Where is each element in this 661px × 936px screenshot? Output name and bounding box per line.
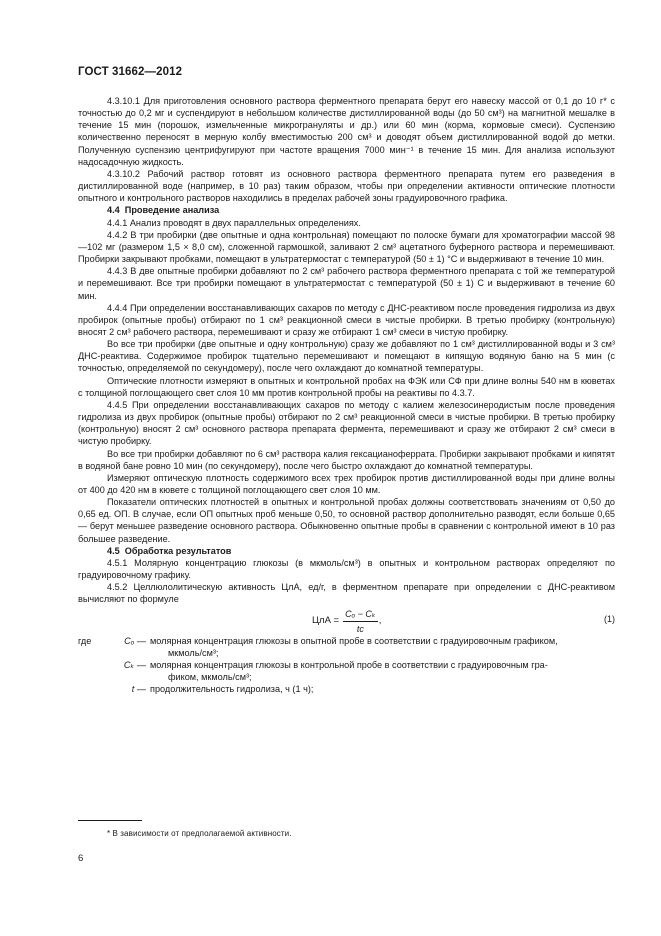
definition-text (150, 635, 615, 659)
definitions-list (78, 635, 615, 696)
definition-item (78, 659, 615, 683)
paragraph-4-5-1: 4.5.1 Молярную концентрацию глюкозы (в мкмоль/см³) в опытных и контрольном растворах определяют по градуировочному графику. (78, 557, 615, 581)
paragraph-4-4-5-cont-1: Во все три пробирки добавляют по 6 см³ раствора калия гексацианоферрата. Пробирки закрывают пробками и кипятят в водяной бане ровно 10 мин (по секундомеру), после чего быстро охлаждают до комнатной температуры. (78, 448, 615, 471)
paragraph-4-4-4-cont-1: Во все три пробирки (две опытные и одну контрольную) сразу же добавляют по 1 см³ дистиллированной воды и 3 см³ ДНС-реактива. Содержимое пробирок тщательно перемешивают и помещают в кипящую водяную баню на 5 мин (с точностью, определяемой по секундомеру), после чего охлаждают до комнатной температуры. (78, 339, 615, 374)
definition-line-cont: мкмоль/см³; (168, 647, 219, 658)
footnote: * В зависимости от предполагаемой активности. (107, 829, 292, 838)
paragraph-4-3-10-2: 4.3.10.2 Рабочий раствор готовят из основного раствора ферментного препарата путем его разведения в дистиллированной воде (например, в 10 раз) таким образом, чтобы при определении активности оптические плотности опытного и контрольного растворов находились в пределах рабочей зоны градуировочного графика. (78, 168, 615, 204)
definition-line: молярная концентрация глюкозы в контрольной пробе в соответствии с градуировочным гра- (150, 659, 548, 670)
paragraph-4-3-10-1: 4.3.10.1 Для приготовления основного раствора ферментного препарата берут его навеску массой от 0,1 до 10 г* с точностью до 0,2 мг и суспендируют в небольшом количестве дистиллированной воды (до 50 см³) на магнитной мешалке в течение 15 мин (порошок, измельченные микрогрануляты и др.) или 60 мин (корма, кормовые смеси). Суспензию количественно переносят в мерную колбу вместимостью 200 см³ и доводят объем дистиллированной водой до метки. Полученную суспензию центрифугируют при частоте вращения 7000 мин⁻¹ в течение 15 мин. Для анализа используют надосадочную жидкость. (78, 96, 615, 167)
section-title: Проведение анализа (124, 205, 220, 216)
paragraph-4-4-4: 4.4.4 При определении восстанавливающих сахаров по методу с ДНС-реактивом после проведения гидролиза из двух пробирок (опытные пробы) отбирают по 1 см³ реакционной смеси в чистые пробирки. В третью пробирку (контрольную) вносят 2 см³ рабочего раствора, перемешивают и сразу же отбирают 1 см³ смеси в чистую пробирку. (78, 302, 615, 337)
definition-prefix: где (78, 635, 92, 646)
formula-numerator: Cₒ − Cₖ (343, 608, 378, 622)
definition-line: молярная концентрация глюкозы в опытной пробе в соответствии с градуировочным графиком, (150, 635, 558, 646)
section-number: 4.5 (107, 545, 120, 556)
definition-symbol: t — (131, 684, 146, 695)
definition-text (150, 659, 615, 683)
definition-term (78, 659, 150, 671)
paragraph-4-4-5: 4.4.5 При определении восстанавливающих сахаров по методу с калием железосинеродистым после проведения гидролиза из двух пробирок (опытные пробы) отбирают по 2 см³ реакционной смеси в чистые пробирки. В третью пробирку (контрольную) вносят 2 см³ основного раствора препарата фермента, перемешивают и сразу же отбирают 2 см³ смеси в чистую пробирку. (78, 399, 615, 447)
formula-lhs: ЦлА = (312, 615, 340, 627)
paragraph-4-5-2: 4.5.2 Целлюлолитическую активность ЦлА, ед/г, в ферментном препарате при определении с ДНС-реактивом вычисляют по формуле (78, 582, 615, 605)
formula-number: (1) (604, 613, 615, 624)
footnote-separator (78, 820, 142, 821)
formula-denominator: tc (356, 623, 364, 634)
definition-item (78, 635, 615, 659)
definition-symbol: Cₒ — (124, 635, 146, 646)
document-body (78, 95, 615, 695)
definition-text (150, 683, 615, 695)
paragraph-4-4-5-cont-3: Показатели оптических плотностей в опытных и контрольной пробах должны соответствовать значениям от 0,50 до 0,65 ед. ОП. В случае, если ОП опытных проб меньше 0,50, то основной раствор дополнительно разводят, если больше 0,65 — берут меньшее разведение основного раствора. Обыкновенно опытные пробы в сравнении с контрольной имеют в 10 раз большее разведение. (78, 497, 615, 544)
formula (312, 608, 381, 635)
paragraph-4-4-2: 4.4.2 В три пробирки (две опытные и одна контрольная) помещают по полоске бумаги для хроматографии массой 98—102 мг (размером 1,5 × 8,0 см), сложенной гармошкой, заливают 2 см³ ацетатного буферного раствора и перемешивают. Пробирки закрывают пробками, помещают в ультратермостат с температурой (50 ± 1) °С и выдерживают в течение 10 мин. (78, 229, 615, 265)
document-header: ГОСТ 31662—2012 (78, 66, 183, 78)
page-number: 6 (78, 853, 84, 864)
paragraph-4-4-5-cont-2: Измеряют оптическую плотность содержимого всех трех пробирок против дистиллированной воды при длине волны от 400 до 420 нм в кювете с толщиной поглощающего свет слоя 10 мм. (78, 472, 615, 495)
formula-trail: , (378, 615, 382, 627)
section-heading-4-5 (78, 545, 615, 557)
section-heading-4-4 (78, 204, 615, 216)
paragraph-4-4-1: 4.4.1 Анализ проводят в двух параллельных определениях. (107, 217, 361, 228)
formula-fraction (343, 608, 378, 635)
definition-symbol: Cₖ — (123, 659, 146, 670)
definition-term (78, 635, 150, 647)
section-title: Обработка результатов (124, 545, 232, 556)
paragraph-4-4-4-cont-2: Оптические плотности измеряют в опытных и контрольной пробах на ФЭК или СФ при длине волны 540 нм в кюветах с толщиной поглощающего свет слоя 10 мм против контрольной пробы на реактивы по 4.3.7. (78, 375, 615, 398)
paragraph-4-4-3: 4.4.3 В две опытные пробирки добавляют по 2 см³ рабочего раствора ферментного препарата с той же температурой и перемешивают. Все три пробирки помещают в ультратермостат с температурой (50 ± 1) С и выдерживают в течение 60 мин. (78, 266, 615, 301)
definition-term (78, 683, 150, 695)
formula-block (78, 608, 615, 634)
definition-line: продолжительность гидролиза, ч (1 ч); (150, 684, 314, 695)
section-number: 4.4 (107, 205, 120, 216)
definition-item (78, 683, 615, 695)
definition-line-cont: фиком, мкмоль/см³; (168, 672, 252, 683)
